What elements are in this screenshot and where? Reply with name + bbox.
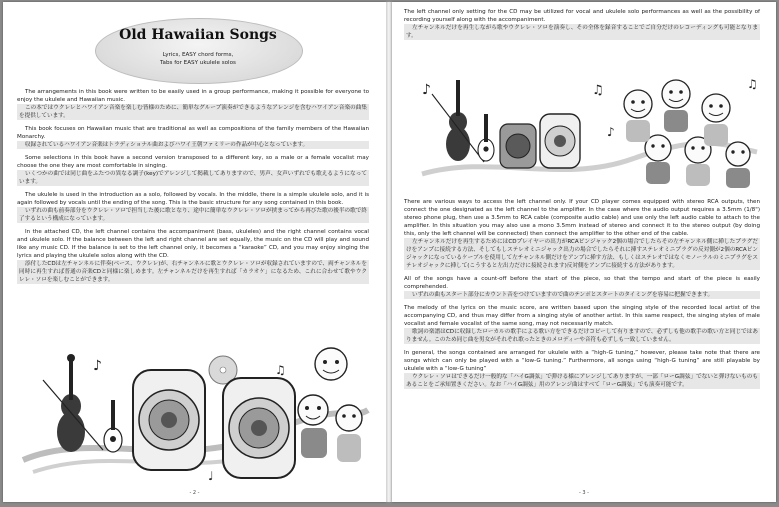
- svg-text:♪: ♪: [607, 125, 615, 139]
- paragraph-english: There are various ways to access the left channel only. If your CD player comes equipped with stereo RCA outputs, then connect the one designated as the left channel to the amplifier. In the case where the audio output requires a 3.5mm (1/8") stereo phone plug, then use a 3.5mm to RCA cable (composite audio cable) and use only the left audio cable to attach to the amplifier. In this situation you may also use a mono 3.5mm instead of stereo and connect it to the stereo output (by doing this, only the left channel will be connected) then connect the amplifier to the other end of the cable.: [404, 199, 760, 237]
- paragraph-japanese: いずれの曲もスタート部分にカウント音をつけていますので曲のテンポとスタートのタイミングを容易に把握できます。: [404, 291, 760, 299]
- paragraph-japanese: いくつかの曲では同じ曲をふたつの異なる調子(key)でアレンジして掲載してありますので、男声、女声いずれでも歌えるようになっています。: [19, 171, 367, 185]
- page-number: - 3 -: [579, 490, 589, 496]
- paragraph-2: [404, 198, 760, 270]
- paragraph-english: The melody of the lyrics on the music score, are written based upon the singing style of the recorded local artist of the accompanying CD, and thus may differ from a singing style of another artist. In this same respect, the singing styles of male vocalist and female vocalist of the same song, may not necessarily match.: [404, 305, 760, 327]
- cartoon-musicians-illustration: [298, 348, 362, 462]
- paragraph-japanese: ウクレレ・ソロはできるだけ一般的な「ハイG調弦」で弾ける様にアレンジしてありますが、一部「ローG調弦」でないと弾けないものもあることをご承知置きください。なお「ハイG調弦」用のアレンジ曲はすべて「ローG調弦」でも演奏可能です。: [406, 374, 758, 388]
- paragraph-english: In the attached CD, the left channel contains the accompaniment (bass, ukuleles) and the right channel contains vocal and ukulele solo. If the balance between the left and right channel are set equally, the music on the CD will play and sound like any music CD. If the balance is set to the left channel only, it becomes a “karaoke” CD, and you may enjoy singing the lyrics and playing the ukulele solos along with the CD.: [17, 229, 369, 259]
- subtitle-line-1: Lyrics, EASY chord forms,: [162, 52, 234, 58]
- subtitle-line-2: Tabs for EASY ukulele solos: [160, 60, 236, 66]
- book-title: Old Hawaiian Songs: [119, 27, 277, 43]
- svg-text:♪: ♪: [422, 82, 431, 98]
- speaker-icon: [223, 378, 295, 478]
- paragraph-japanese: 収録されているハワイアン音楽はトラディショナル曲およびハワイ王朝ファミリーの作品が中心となっています。: [17, 141, 369, 149]
- left-illustration: [13, 340, 373, 485]
- svg-text:♫: ♫: [275, 363, 286, 377]
- paragraph-japanese: いずれの曲も前奏部分をウクレレ・ソロで担当した後に歌となり、途中に簡単なウクレレ・ソロが挟まってから再びた歌の後半の歌で終了するという構成になっています。: [19, 208, 367, 222]
- paragraph-4: [404, 304, 760, 344]
- svg-text:♪: ♪: [93, 358, 102, 374]
- ukulele-icon: [478, 114, 494, 161]
- paragraph-japanese: 左チャンネルだけを再生しながら歌やウクレレ・ソロを演奏し、その全体を録音することでご自分だけのレコーディングも可能となります。: [406, 25, 758, 39]
- svg-text:♫: ♫: [592, 83, 604, 98]
- paragraph-5: [404, 349, 760, 389]
- cartoon-musicians-illustration: [624, 80, 750, 188]
- paragraph-english: The ukulele is used in the introduction as a solo, followed by vocals. In the middle, there is a simple ukulele solo, and it is again followed by vocals until the ending of the song. This is the basic structure for any song contained in this book.: [17, 192, 369, 206]
- speaker-icon: [133, 370, 205, 470]
- paragraph-english: In general, the songs contained are arranged for ukulele with a “high-G tuning,” however, please take note that there are songs which can only be played with a “low-G tuning.” Furthermore, all songs using “high-G tuning” are still playable by ukulele with a “low-G tuning”: [404, 350, 760, 372]
- speaker-icon: [500, 114, 580, 168]
- left-page: [3, 2, 386, 502]
- right-page: [392, 2, 776, 502]
- left-text-column: [17, 88, 369, 289]
- paragraph-english: The arrangements in this book were written to be easily used in a group performance, making it possible for everyone to enjoy the ukulele and Hawaiian music.: [17, 89, 369, 103]
- paragraph-5: [17, 228, 369, 284]
- paragraph-english: The left channel only setting for the CD may be utilized for vocal and ukulele solo performances as well as the possibility of recording yourself along with the accompaniment.: [404, 9, 760, 23]
- ukulele-icon: [104, 400, 122, 452]
- violin-icon: [432, 80, 484, 162]
- right-text-column: [404, 198, 760, 394]
- paragraph-1: [17, 88, 369, 120]
- svg-text:♩: ♩: [208, 469, 214, 483]
- paragraph-3: [17, 154, 369, 186]
- paragraph-english: This book focuses on Hawaiian music that are traditional as well as compositions of the family members of the Hawaiian Monarchy.: [17, 126, 369, 140]
- paragraph-2: [17, 125, 369, 149]
- paragraph-japanese: 左チャンネルだけを再生するためにはCDプレイヤーの出力がRCAピンジャック2個の場合でしたらその左チャンネル側に挿したプラグだけをアンプに接続する方法、そしてもしステレオミニジャック出力の場合でしたらそれに挿すステレオミニプラグの反対側が2個のRCAピンジャックになっているケーブルを使用して左チャンネル側だけをアンプに挿す方法、もしくはステレオではなくモノーラルのミニプラグをステレオジャックに挿して(こうすると左出力だけに接続されます)反対側をアンプに接続する方法があります。: [406, 239, 758, 269]
- paragraph-1: [404, 8, 760, 40]
- svg-text:♫: ♫: [747, 77, 758, 91]
- paragraph-4: [17, 191, 369, 223]
- paragraph-japanese: 添付したCDは左チャンネルに伴奏(ベース、ウクレレ)が、右チャンネルに歌とウクレレ・ソロが収録されていますので、両チャンネルを同時に再生すれば普通の音楽CDと同様に楽しめます。左チャンネルだけを再生すれば「カラオケ」になるため、これに合わせて歌やウクレレ・ソロを楽しむことができます。: [19, 261, 367, 283]
- paragraph-japanese: この本ではウクレレとハワイアン音楽を楽しむ皆様のために、簡単なグループ演奏ができるようなアレンジを含むハワイアン音楽の曲集を提供しています。: [19, 105, 367, 119]
- page-number: - 2 -: [189, 490, 200, 496]
- right-intro-text: [404, 8, 760, 45]
- paragraph-japanese: 歌詞の楽譜はCDに収録したローカルの歌手による歌い方をできるだけコピーして有りますので、必ずしも他の歌手の歌い方と同じではありません。このため同じ曲を男女がそれぞれ歌ったときのメロディーや音符も必ずしも一致していません。: [406, 329, 758, 343]
- paragraph-english: All of the songs have a count-off before the start of the piece, so that the tempo and start of the piece is easily comprehended.: [404, 276, 760, 290]
- paragraph-3: [404, 275, 760, 299]
- right-illustration: [402, 64, 766, 194]
- paragraph-english: Some selections in this book have a second version transposed to a different key, so a male or a female vocalist may choose the one they are most comfortable in singing.: [17, 155, 369, 169]
